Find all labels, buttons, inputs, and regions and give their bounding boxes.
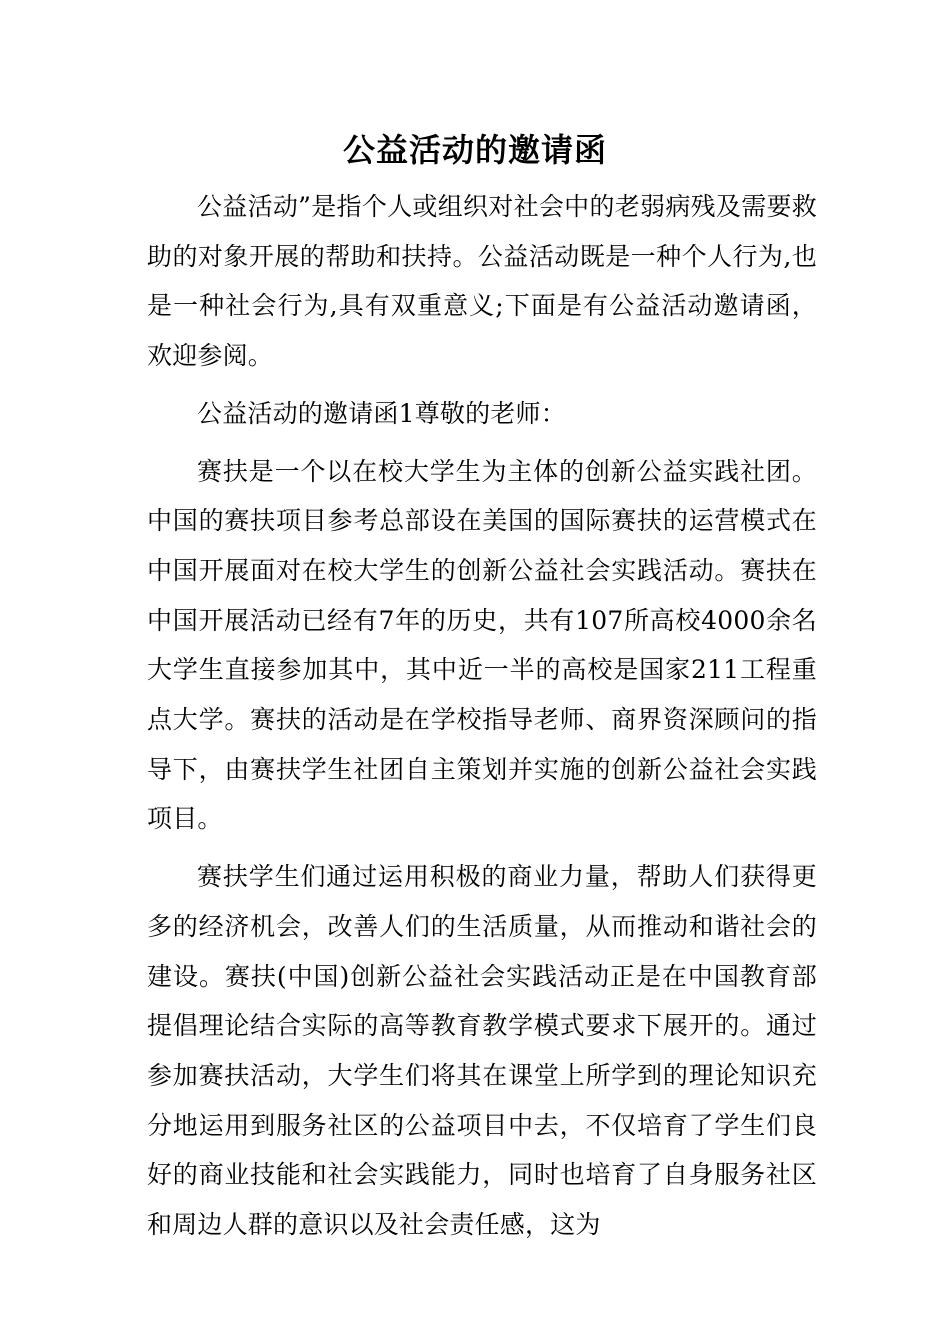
document-body — [147, 182, 817, 1250]
document-title: 公益活动的邀请函 — [342, 131, 607, 169]
sife-intro-paragraph: 赛扶是一个以在校大学生为主体的创新公益实践社团。中国的赛扶项目参考总部设在美国的国际赛扶的运营模式在中国开展面对在校大学生的创新公益社会实践活动。赛扶在中国开展活动已经有7年的历史，共有107所高校4000余名大学生直接参加其中，其中近一半的高校是国家211工程重点大学。赛扶的活动是在学校指导老师、商界资深顾问的指导下，由赛扶学生社团自主策划并实施的创新公益社会实践项目。 — [147, 456, 817, 834]
sife-activity-paragraph: 赛扶学生们通过运用积极的商业力量，帮助人们获得更多的经济机会，改善人们的生活质量，从而推动和谐社会的建设。赛扶(中国)创新公益社会实践活动正是在中国教育部提倡理论结合实际的高等教育教学模式要求下展开的。通过参加赛扶活动，大学生们将其在课堂上所学到的理论知识充分地运用到服务社区的公益项目中去，不仅培育了学生们良好的商业技能和社会实践能力，同时也培育了自身服务社区和周边人群的意识以及社会责任感，这为 — [147, 862, 817, 1240]
salutation-paragraph: 公益活动的邀请函1尊敬的老师： — [197, 398, 566, 428]
intro-paragraph: 公益活动”是指个人或组织对社会中的老弱病残及需要救助的对象开展的帮助和扶持。公益活动既是一种个人行为,也是一种社会行为,具有双重意义;下面是有公益活动邀请函，欢迎参阅。 — [147, 192, 817, 371]
